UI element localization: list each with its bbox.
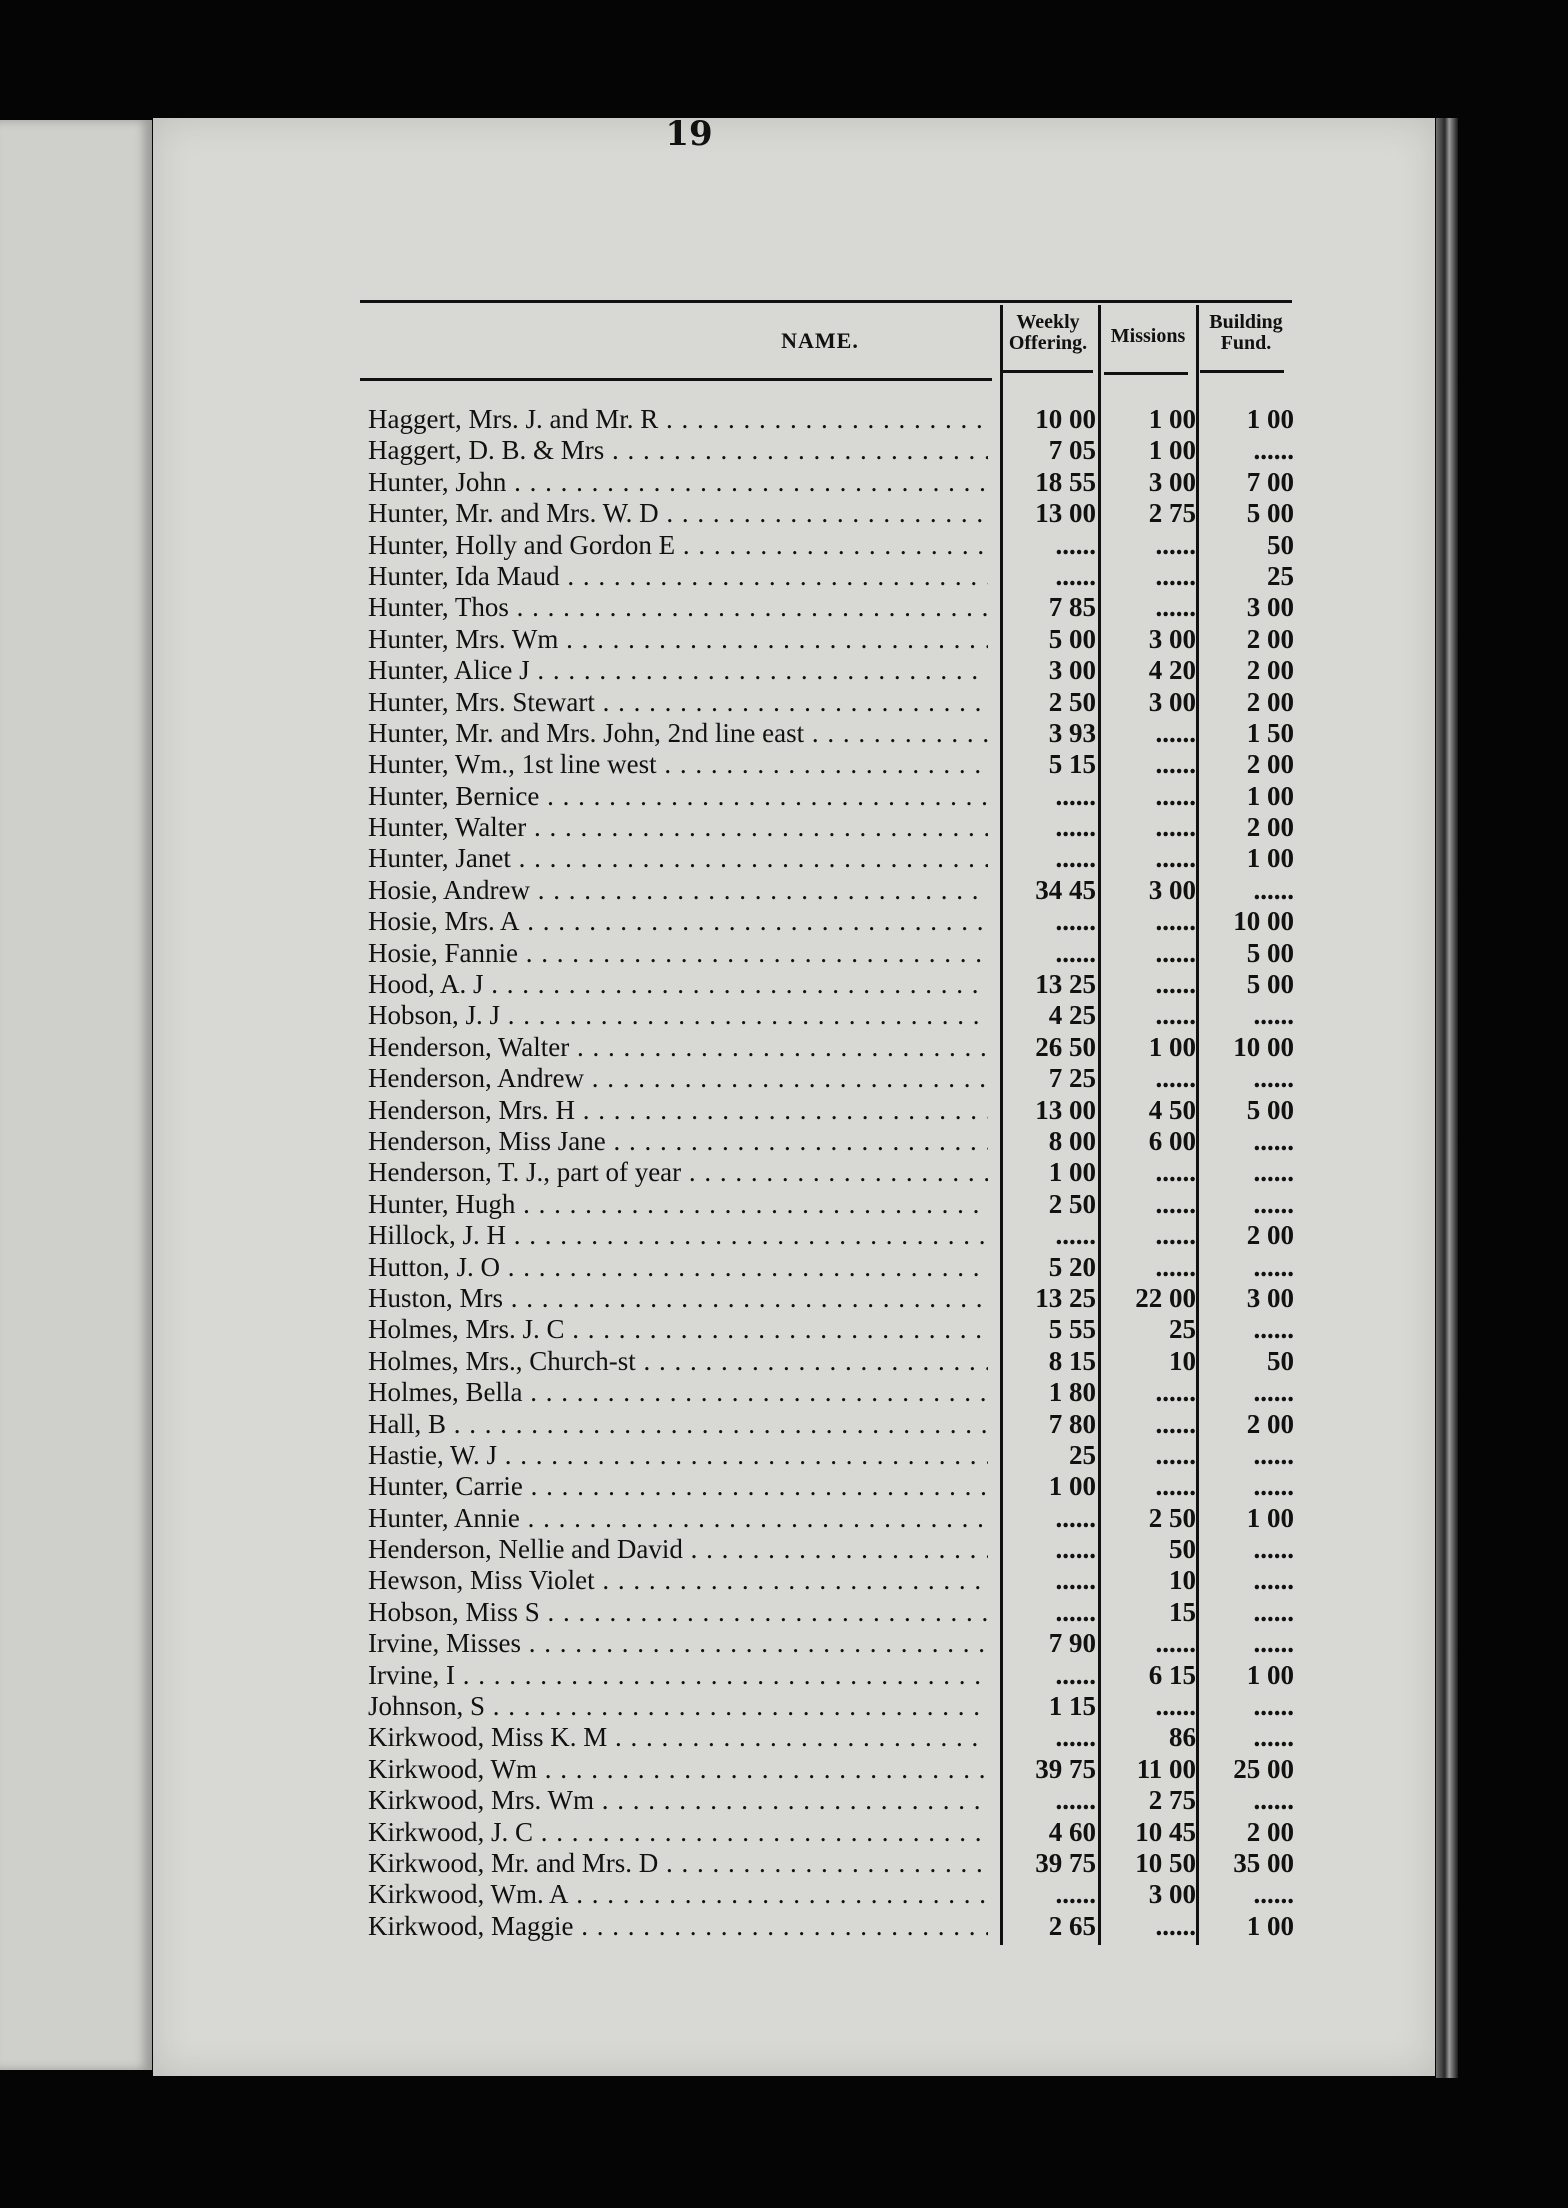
- row-building-fund: ......: [1253, 1471, 1294, 1502]
- row-building-fund: ......: [1253, 1377, 1294, 1408]
- row-name: Henderson, Walter . . .: [368, 1032, 988, 1063]
- row-weekly-offering: ......: [1055, 1596, 1096, 1627]
- row-missions: 86: [1169, 1722, 1196, 1753]
- left-facing-page: [0, 120, 152, 2070]
- row-weekly-offering: ......: [1055, 1722, 1096, 1753]
- row-missions: 11 00: [1136, 1753, 1196, 1784]
- table-row: [368, 1628, 1328, 1659]
- table-row: [368, 1377, 1328, 1408]
- row-weekly-offering: 7 85: [1048, 592, 1096, 623]
- row-missions: 3 00: [1148, 1879, 1196, 1910]
- row-weekly-offering: 2 65: [1048, 1910, 1096, 1941]
- row-building-fund: ......: [1253, 1879, 1294, 1910]
- row-building-fund: 5 00: [1246, 969, 1294, 1000]
- row-missions: ......: [1155, 812, 1196, 843]
- row-name: Kirkwood, Mr. and Mrs. D . . .: [368, 1848, 988, 1879]
- table-row: [368, 1252, 1328, 1283]
- row-missions: ......: [1155, 937, 1196, 968]
- table-row: [368, 1722, 1328, 1753]
- row-building-fund: 1 00: [1246, 843, 1294, 874]
- table-row: [368, 875, 1328, 906]
- row-missions: 1 00: [1148, 1031, 1196, 1062]
- row-name: Holmes, Mrs., Church-st . . .: [368, 1346, 988, 1377]
- row-missions: ......: [1155, 749, 1196, 780]
- row-building-fund: ......: [1253, 1000, 1294, 1031]
- row-building-fund: 2 00: [1246, 655, 1294, 686]
- row-building-fund: 35 00: [1233, 1847, 1294, 1878]
- table-row: [368, 498, 1328, 529]
- row-name: Hunter, Mr. and Mrs. John, 2nd line east . . .: [368, 718, 988, 749]
- row-building-fund: 2 00: [1246, 686, 1294, 717]
- row-name: Henderson, Nellie and David . . .: [368, 1534, 988, 1565]
- row-building-fund: 10 00: [1233, 906, 1294, 937]
- row-weekly-offering: 13 25: [1035, 1282, 1096, 1313]
- row-name: Kirkwood, Wm. A . . .: [368, 1879, 988, 1910]
- table-row: [368, 592, 1328, 623]
- row-building-fund: ......: [1253, 1565, 1294, 1596]
- table-row: [368, 687, 1328, 718]
- row-missions: 10: [1169, 1565, 1196, 1596]
- row-building-fund: ......: [1253, 435, 1294, 466]
- row-missions: 15: [1169, 1596, 1196, 1627]
- row-weekly-offering: ......: [1055, 1879, 1096, 1910]
- table-row: [368, 435, 1328, 466]
- row-name: Hutton, J. O . . .: [368, 1252, 988, 1283]
- row-name: Hunter, Mrs. Wm . . .: [368, 624, 988, 655]
- row-building-fund: 1 00: [1246, 404, 1294, 434]
- table-row: [368, 561, 1328, 592]
- table-row: [368, 1691, 1328, 1722]
- row-building-fund: 3 00: [1246, 592, 1294, 623]
- table-row: [368, 938, 1328, 969]
- row-name: Hood, A. J . . .: [368, 969, 988, 1000]
- row-missions: 25: [1169, 1314, 1196, 1345]
- row-missions: 1 00: [1148, 435, 1196, 466]
- header-name: NAME.: [781, 328, 859, 353]
- row-name: Kirkwood, Mrs. Wm . . .: [368, 1785, 988, 1816]
- row-missions: 1 00: [1148, 404, 1196, 434]
- row-weekly-offering: 26 50: [1035, 1031, 1096, 1062]
- row-weekly-offering: 1 15: [1048, 1691, 1096, 1722]
- row-missions: 3 00: [1148, 874, 1196, 905]
- row-building-fund: ......: [1253, 1251, 1294, 1282]
- row-name: Hunter, Janet . . .: [368, 843, 988, 874]
- row-name: Irvine, I . . .: [368, 1660, 988, 1691]
- row-weekly-offering: 7 05: [1048, 435, 1096, 466]
- row-name: Hewson, Miss Violet . . .: [368, 1565, 988, 1596]
- row-weekly-offering: 5 55: [1048, 1314, 1096, 1345]
- row-weekly-offering: ......: [1055, 560, 1096, 591]
- row-building-fund: 1 00: [1246, 780, 1294, 811]
- row-name: Kirkwood, Maggie . . .: [368, 1911, 988, 1942]
- row-name: Kirkwood, J. C . . .: [368, 1817, 988, 1848]
- row-missions: 6 15: [1148, 1659, 1196, 1690]
- row-weekly-offering: 5 20: [1048, 1251, 1096, 1282]
- table-row: [368, 1754, 1328, 1785]
- table-row: [368, 1817, 1328, 1848]
- row-missions: 2 75: [1148, 498, 1196, 529]
- row-missions: ......: [1155, 1251, 1196, 1282]
- row-building-fund: 10 00: [1233, 1031, 1294, 1062]
- table-row: [368, 1785, 1328, 1816]
- row-name: Hastie, W. J . . .: [368, 1440, 988, 1471]
- row-name: Hall, B . . .: [368, 1409, 988, 1440]
- row-weekly-offering: 13 25: [1035, 969, 1096, 1000]
- row-missions: 10: [1169, 1345, 1196, 1376]
- row-weekly-offering: ......: [1055, 843, 1096, 874]
- row-name: Holmes, Bella . . .: [368, 1377, 988, 1408]
- table-row: [368, 781, 1328, 812]
- row-building-fund: 1 00: [1246, 1910, 1294, 1941]
- row-building-fund: 50: [1267, 529, 1294, 560]
- row-missions: ......: [1155, 906, 1196, 937]
- table-row: [368, 1503, 1328, 1534]
- row-building-fund: ......: [1253, 1125, 1294, 1156]
- row-missions: ......: [1155, 560, 1196, 591]
- table-row: [368, 1189, 1328, 1220]
- row-name: Kirkwood, Miss K. M . . .: [368, 1722, 988, 1753]
- row-weekly-offering: 3 93: [1048, 717, 1096, 748]
- row-building-fund: ......: [1253, 1439, 1294, 1470]
- row-name: Hobson, Miss S . . .: [368, 1597, 988, 1628]
- row-building-fund: ......: [1253, 1157, 1294, 1188]
- row-missions: 50: [1169, 1534, 1196, 1565]
- row-weekly-offering: ......: [1055, 1220, 1096, 1251]
- row-weekly-offering: ......: [1055, 812, 1096, 843]
- row-building-fund: 5 00: [1246, 937, 1294, 968]
- row-building-fund: 1 50: [1246, 717, 1294, 748]
- row-name: Hunter, Holly and Gordon E . . .: [368, 530, 988, 561]
- row-building-fund: ......: [1253, 1188, 1294, 1219]
- header-building-fund: Building Fund.: [1209, 311, 1283, 354]
- row-weekly-offering: 5 15: [1048, 749, 1096, 780]
- row-building-fund: 1 00: [1246, 1502, 1294, 1533]
- row-weekly-offering: 4 60: [1048, 1816, 1096, 1847]
- table-row: [368, 1314, 1328, 1345]
- row-weekly-offering: ......: [1055, 1565, 1096, 1596]
- row-missions: 3 00: [1148, 686, 1196, 717]
- row-weekly-offering: ......: [1055, 1659, 1096, 1690]
- row-weekly-offering: ......: [1055, 780, 1096, 811]
- row-weekly-offering: 8 15: [1048, 1345, 1096, 1376]
- row-weekly-offering: 3 00: [1048, 655, 1096, 686]
- header-missions: Missions: [1110, 325, 1186, 347]
- row-building-fund: 50: [1267, 1345, 1294, 1376]
- table-row: [368, 1660, 1328, 1691]
- table-row: [368, 1409, 1328, 1440]
- header-name-underline: [360, 378, 992, 381]
- row-missions: ......: [1155, 1157, 1196, 1188]
- row-building-fund: 2 00: [1246, 812, 1294, 843]
- row-building-fund: 7 00: [1246, 466, 1294, 497]
- row-weekly-offering: ......: [1055, 937, 1096, 968]
- row-weekly-offering: ......: [1055, 906, 1096, 937]
- row-missions: 2 75: [1148, 1785, 1196, 1816]
- row-name: Irvine, Misses . . .: [368, 1628, 988, 1659]
- row-building-fund: 25: [1267, 560, 1294, 591]
- row-building-fund: ......: [1253, 1596, 1294, 1627]
- table-row: [368, 1440, 1328, 1471]
- row-missions: 3 00: [1148, 466, 1196, 497]
- row-missions: ......: [1155, 843, 1196, 874]
- row-building-fund: ......: [1253, 1534, 1294, 1565]
- row-building-fund: ......: [1253, 1722, 1294, 1753]
- row-name: Hobson, J. J . . .: [368, 1000, 988, 1031]
- table-row: [368, 749, 1328, 780]
- table-row: [368, 624, 1328, 655]
- table-row: [368, 404, 1328, 435]
- row-missions: ......: [1155, 1910, 1196, 1941]
- table-row: [368, 1471, 1328, 1502]
- table-row: [368, 1879, 1328, 1910]
- row-weekly-offering: 25: [1069, 1439, 1096, 1470]
- row-building-fund: ......: [1253, 1691, 1294, 1722]
- row-weekly-offering: 1 80: [1048, 1377, 1096, 1408]
- row-weekly-offering: ......: [1055, 1534, 1096, 1565]
- row-missions: ......: [1155, 1000, 1196, 1031]
- row-weekly-offering: ......: [1055, 1785, 1096, 1816]
- table-row: [368, 1126, 1328, 1157]
- row-name: Hosie, Andrew . . .: [368, 875, 988, 906]
- row-weekly-offering: ......: [1055, 529, 1096, 560]
- row-name: Henderson, Andrew . . .: [368, 1063, 988, 1094]
- row-name: Hunter, Hugh . . .: [368, 1189, 988, 1220]
- row-name: Kirkwood, Wm . . .: [368, 1754, 988, 1785]
- table-row: [368, 655, 1328, 686]
- row-missions: ......: [1155, 969, 1196, 1000]
- table-row: [368, 467, 1328, 498]
- row-missions: ......: [1155, 592, 1196, 623]
- table-row: [368, 1032, 1328, 1063]
- row-name: Hunter, Ida Maud . . .: [368, 561, 988, 592]
- row-weekly-offering: 10 00: [1035, 404, 1096, 434]
- table-row: [368, 843, 1328, 874]
- row-weekly-offering: ......: [1055, 1502, 1096, 1533]
- row-weekly-offering: 5 00: [1048, 623, 1096, 654]
- row-name: Johnson, S . . .: [368, 1691, 988, 1722]
- table-row: [368, 906, 1328, 937]
- row-name: Hunter, Thos . . .: [368, 592, 988, 623]
- row-name: Hunter, John . . .: [368, 467, 988, 498]
- row-weekly-offering: 18 55: [1035, 466, 1096, 497]
- subscriber-table: [368, 404, 1328, 1942]
- table-row: [368, 1848, 1328, 1879]
- row-missions: 10 50: [1135, 1847, 1196, 1878]
- row-missions: ......: [1155, 1220, 1196, 1251]
- row-weekly-offering: 1 00: [1048, 1471, 1096, 1502]
- row-building-fund: 2 00: [1246, 623, 1294, 654]
- row-name: Hillock, J. H . . .: [368, 1220, 988, 1251]
- table-row: [368, 1565, 1328, 1596]
- row-missions: 3 00: [1148, 623, 1196, 654]
- row-building-fund: 2 00: [1246, 1816, 1294, 1847]
- row-missions: 4 20: [1148, 655, 1196, 686]
- row-name: Haggert, D. B. & Mrs . . .: [368, 435, 988, 466]
- row-name: Henderson, T. J., part of year . . .: [368, 1157, 988, 1188]
- page-number: 19: [665, 114, 713, 154]
- row-weekly-offering: 8 00: [1048, 1125, 1096, 1156]
- row-name: Hunter, Bernice . . .: [368, 781, 988, 812]
- row-weekly-offering: 2 50: [1048, 1188, 1096, 1219]
- row-weekly-offering: 7 80: [1048, 1408, 1096, 1439]
- row-missions: 10 45: [1135, 1816, 1196, 1847]
- row-weekly-offering: 7 90: [1048, 1628, 1096, 1659]
- table-row: [368, 1220, 1328, 1251]
- row-weekly-offering: 1 00: [1048, 1157, 1096, 1188]
- row-missions: ......: [1155, 780, 1196, 811]
- table-row: [368, 1597, 1328, 1628]
- row-missions: ......: [1155, 1377, 1196, 1408]
- row-name: Hunter, Annie . . .: [368, 1503, 988, 1534]
- row-weekly-offering: 2 50: [1048, 686, 1096, 717]
- row-building-fund: ......: [1253, 1314, 1294, 1345]
- row-name: Huston, Mrs . . .: [368, 1283, 988, 1314]
- table-row: [368, 1000, 1328, 1031]
- row-missions: ......: [1155, 1628, 1196, 1659]
- header-building-underline: [1200, 370, 1284, 373]
- row-building-fund: 25 00: [1233, 1753, 1294, 1784]
- row-weekly-offering: 39 75: [1035, 1847, 1096, 1878]
- row-name: Henderson, Miss Jane . . .: [368, 1126, 988, 1157]
- row-name: Hunter, Mrs. Stewart . . .: [368, 687, 988, 718]
- row-missions: ......: [1155, 1439, 1196, 1470]
- table-row: [368, 1346, 1328, 1377]
- row-building-fund: 1 00: [1246, 1659, 1294, 1690]
- header-weekly-underline: [1003, 370, 1093, 373]
- table-row: [368, 718, 1328, 749]
- row-name: Hunter, Alice J . . .: [368, 655, 988, 686]
- row-missions: ......: [1155, 1063, 1196, 1094]
- table-row: [368, 969, 1328, 1000]
- row-weekly-offering: 39 75: [1035, 1753, 1096, 1784]
- row-building-fund: ......: [1253, 1628, 1294, 1659]
- row-weekly-offering: 4 25: [1048, 1000, 1096, 1031]
- row-name: Hunter, Walter . . .: [368, 812, 988, 843]
- row-name: Hunter, Wm., 1st line west . . .: [368, 749, 988, 780]
- table-row: [368, 1063, 1328, 1094]
- row-name: Hunter, Mr. and Mrs. W. D . . .: [368, 498, 988, 529]
- header-missions-underline: [1104, 372, 1188, 375]
- row-building-fund: 3 00: [1246, 1282, 1294, 1313]
- row-missions: 4 50: [1148, 1094, 1196, 1125]
- row-name: Hunter, Carrie . . .: [368, 1471, 988, 1502]
- row-weekly-offering: 34 45: [1035, 874, 1096, 905]
- table-row: [368, 1095, 1328, 1126]
- table-row: [368, 530, 1328, 561]
- table-row: [368, 812, 1328, 843]
- row-building-fund: 2 00: [1246, 1408, 1294, 1439]
- row-weekly-offering: 7 25: [1048, 1063, 1096, 1094]
- row-building-fund: 5 00: [1246, 498, 1294, 529]
- row-name: Holmes, Mrs. J. C . . .: [368, 1314, 988, 1345]
- page-edge-stack: [1436, 118, 1458, 2078]
- row-missions: ......: [1155, 1408, 1196, 1439]
- row-weekly-offering: 13 00: [1035, 498, 1096, 529]
- header-top-rule: [360, 300, 1292, 303]
- row-building-fund: ......: [1253, 1785, 1294, 1816]
- row-building-fund: 2 00: [1246, 749, 1294, 780]
- row-missions: 22 00: [1135, 1282, 1196, 1313]
- row-missions: ......: [1155, 1471, 1196, 1502]
- row-missions: ......: [1155, 717, 1196, 748]
- row-missions: ......: [1155, 1691, 1196, 1722]
- row-missions: 6 00: [1148, 1125, 1196, 1156]
- row-name: Haggert, Mrs. J. and Mr. R . . .: [368, 404, 988, 435]
- table-row: [368, 1283, 1328, 1314]
- row-building-fund: ......: [1253, 874, 1294, 905]
- row-building-fund: 2 00: [1246, 1220, 1294, 1251]
- row-missions: ......: [1155, 1188, 1196, 1219]
- header-weekly-offering: Weekly Offering.: [1008, 311, 1088, 354]
- row-name: Henderson, Mrs. H . . .: [368, 1095, 988, 1126]
- row-name: Hosie, Fannie . . .: [368, 938, 988, 969]
- table-row: [368, 1534, 1328, 1565]
- row-name: Hosie, Mrs. A . . .: [368, 906, 988, 937]
- table-row: [368, 1157, 1328, 1188]
- row-missions: 2 50: [1148, 1502, 1196, 1533]
- row-building-fund: ......: [1253, 1063, 1294, 1094]
- row-weekly-offering: 13 00: [1035, 1094, 1096, 1125]
- row-building-fund: 5 00: [1246, 1094, 1294, 1125]
- row-missions: ......: [1155, 529, 1196, 560]
- table-row: [368, 1911, 1328, 1942]
